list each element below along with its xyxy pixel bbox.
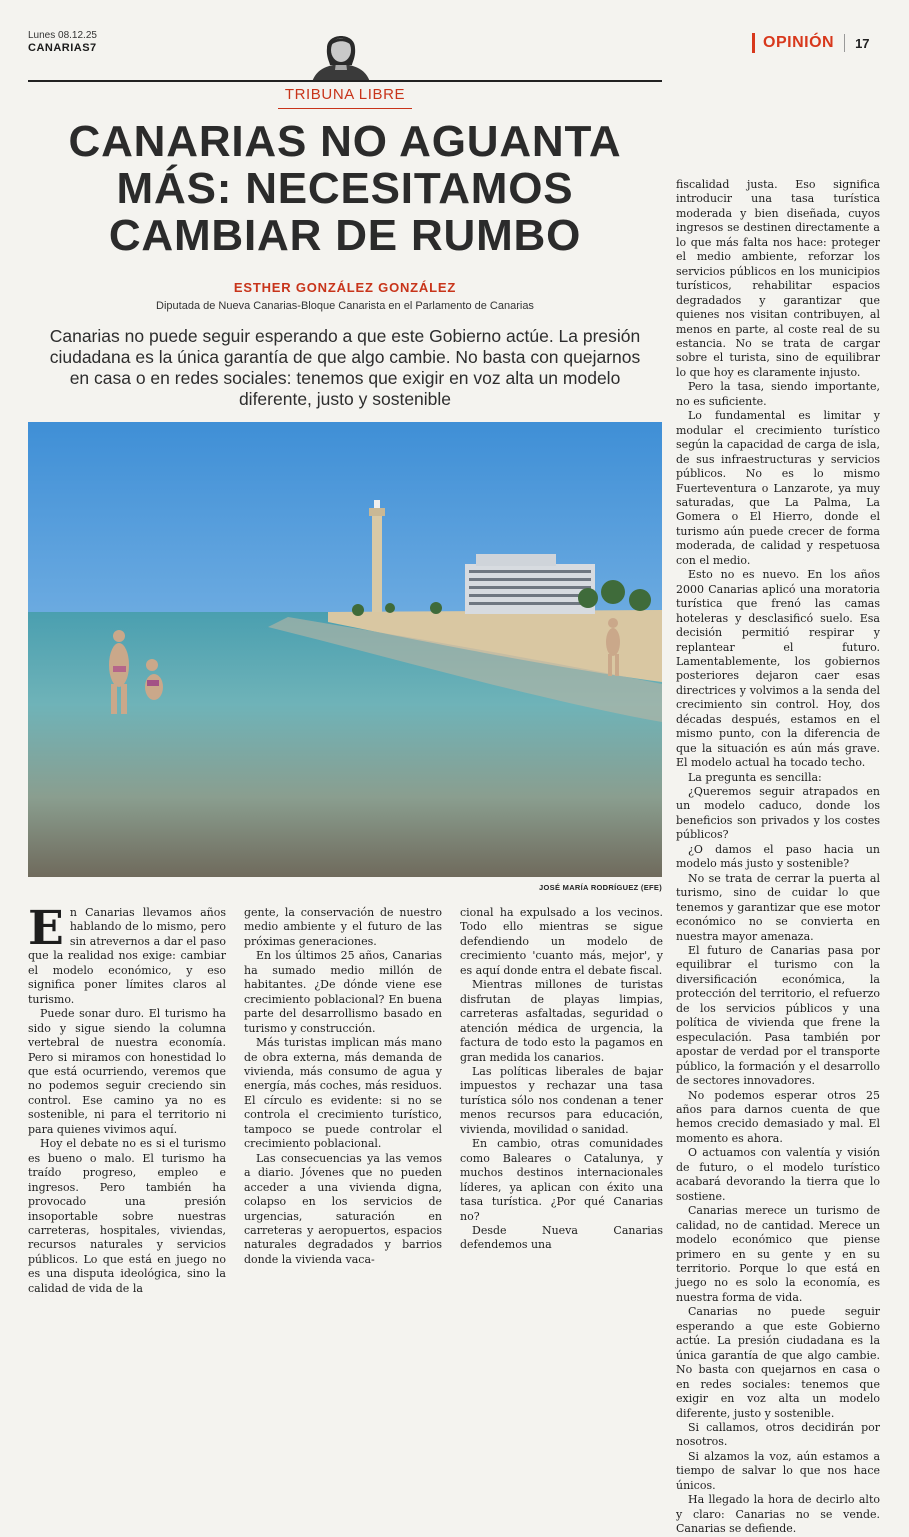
body-paragraph: O actuamos con valentía y visión de futuro, o el modelo turístico acabará devorando la tierra que lo sostiene. bbox=[676, 1146, 880, 1203]
body-paragraph: Canarias no puede seguir esperando a que este Gobierno actúe. La presión ciudadana es la única garantía de que algo cambie. No basta con quejarnos en casa o en redes sociales: tenemos que exigir en voz alta un modelo diferente, justo y sostenible. bbox=[676, 1305, 880, 1420]
body-column-1 bbox=[28, 901, 226, 1296]
body-paragraph: ¿Queremos seguir atrapados en un modelo caduco, donde los beneficios son privados y los costes públicos? bbox=[676, 785, 880, 842]
author-portrait bbox=[306, 26, 376, 82]
body-paragraph: Pero la tasa, siendo importante, no es suficiente. bbox=[676, 380, 880, 408]
kicker-underline bbox=[278, 108, 412, 109]
header-rule bbox=[28, 80, 662, 82]
body-paragraph: Mientras millones de turistas disfrutan de playas limpias, carreteras asfaltadas, seguridad o atención médica de urgencia, la factura de todo esto la pagamos en gran medida los canarios. bbox=[460, 978, 663, 1064]
page-number: 17 bbox=[855, 35, 870, 51]
body-paragraph: fiscalidad justa. Eso significa introducir una tasa turística moderada y bien diseñada, cuyos ingresos se destinen directamente a lo que más falta nos hace: proteger el medio ambiente, reforzar los servicios públicos en los municipios turísticos, rehabilitar espacios degradados y garantizar que quienes nos visitan contribuyen, al menos en parte, al coste real de su estancia. No se trata de cargar sobre el turista, sino de equilibrar lo que hoy es claramente injusto. bbox=[676, 178, 880, 379]
body-paragraph: n Canarias llevamos años hablando de lo mismo, pero sin atrevernos a dar el paso que la realidad nos exige: cambiar el modelo económico, y eso significa poner límites claros al turismo. bbox=[28, 906, 226, 1006]
headline-line: MÁS: NECESITAMOS bbox=[116, 164, 574, 213]
body-paragraph: ¿O damos el paso hacia un modelo más justo y sostenible? bbox=[676, 842, 880, 871]
body-paragraph: La pregunta es sencilla: bbox=[688, 770, 822, 784]
body-paragraph: En cambio, otras comunidades como Baleares o Catalunya, y muchos destinos internacionales líderes, ya aplican con éxito una tasa turística. ¿Por qué Canarias no? bbox=[460, 1137, 663, 1223]
drop-cap: E bbox=[28, 901, 64, 956]
author-role: Diputada de Nueva Canarias-Bloque Canarista en el Parlamento de Canarias bbox=[156, 300, 534, 312]
lead-paragraph: Canarias no puede seguir esperando a que este Gobierno actúe. La presión ciudadana es la única garantía de que algo cambie. No basta con quejarnos en casa o en redes sociales: tenemos que exigir en voz alta un modelo diferente, justo y sostenible bbox=[49, 326, 641, 409]
body-paragraph: Ha llegado la hora de decirlo alto y claro: Canarias no se vende. Canarias se defiende. bbox=[676, 1493, 880, 1536]
newspaper-brand: CANARIAS7 bbox=[28, 42, 97, 54]
body-paragraph: No podemos esperar otros 25 años para darnos cuenta de que hemos crecido demasiado y mal. El momento es ahora. bbox=[676, 1088, 880, 1145]
section-label: OPINIÓN bbox=[763, 34, 835, 51]
issue-date: Lunes 08.12.25 bbox=[28, 30, 97, 41]
body-paragraph: En los últimos 25 años, Canarias ha sumado medio millón de habitantes. ¿De dónde viene ese crecimiento poblacional? En buena parte del desarrollismo basado en turismo y construcción. bbox=[244, 949, 442, 1035]
author-name: ESTHER GONZÁLEZ GONZÁLEZ bbox=[233, 280, 457, 295]
kicker: TRIBUNA LIBRE bbox=[284, 86, 406, 103]
body-paragraph: Las consecuencias ya las vemos a diario. Jóvenes que no pueden acceder a una vivienda digna, colapso en los servicios de urgencias, saturación en carreteras y aeropuertos, espacios naturales degradados y barrios donde la vivienda vaca- bbox=[244, 1151, 442, 1266]
body-column-3 bbox=[460, 906, 663, 1253]
body-paragraph: Puede sonar duro. El turismo ha sido y sigue siendo la columna vertebral de nuestra economía. Pero si miramos con honestidad lo que está ocurriendo, veremos que no podemos seguir creciendo sin control. Ese camino ya no es sostenible, ni para el territorio ni para quienes vivimos aquí. bbox=[28, 1007, 226, 1136]
body-paragraph: Lo fundamental es limitar y modular el crecimiento turístico según la capacidad de carga de isla, de sus infraestructuras y servicios públicos. No es lo mismo Fuerteventura o Lanzarote, ya muy saturadas, que La Palma, La Gomera o El Hierro, donde el turismo aún puede crecer de forma moderada, de calidad y respetuosa con el medio. bbox=[676, 409, 880, 567]
headline bbox=[28, 118, 662, 259]
section-divider bbox=[844, 34, 845, 52]
section-header bbox=[752, 32, 870, 54]
section-accent-bar bbox=[752, 33, 755, 53]
body-paragraph: Más turistas implican más mano de obra externa, más demanda de vivienda, más consumo de agua y energía, más coches, más residuos. El círculo es evidente: si no se controla el crecimiento turístico, tampoco se puede controlar el crecimiento poblacional. bbox=[244, 1036, 442, 1151]
body-paragraph: gente, la conservación de nuestro medio ambiente y el futuro de las próximas generaciones. bbox=[244, 906, 442, 948]
body-paragraph: Si callamos, otros decidirán por nosotros. bbox=[676, 1420, 880, 1449]
body-paragraph: El futuro de Canarias pasa por equilibrar el turismo con la diversificación económica, la protección del territorio, el refuerzo de los servicios públicos y una política de vivienda que frene la especulación. Pasa también por apostar de verdad por el transporte público, la formación y el desarrollo de sectores innovadores. bbox=[676, 944, 880, 1088]
body-paragraph: Canarias merece un turismo de calidad, no de cantidad. Merece un modelo económico que piense primero en su gente y en su territorio. Porque lo que está en juego no es solo la economía, es nuestra forma de vida. bbox=[676, 1204, 880, 1304]
headline-line: CANARIAS NO AGUANTA bbox=[68, 117, 622, 166]
body-paragraph: Las políticas liberales de bajar impuestos y rechazar una tasa turística sólo nos condenan a tener menos recursos para educación, vivienda, movilidad o sanidad. bbox=[460, 1064, 663, 1136]
photo-credit: JOSÉ MARÍA RODRÍGUEZ (EFE) bbox=[539, 883, 662, 892]
body-paragraph: Desde Nueva Canarias defendemos una bbox=[460, 1223, 663, 1252]
body-column-2 bbox=[244, 906, 442, 1267]
body-paragraph: Esto no es nuevo. En los años 2000 Canarias aplicó una moratoria turística que frenó las camas hoteleras y desclasificó suelo. Esa decisión permitió respirar y replantear el futuro. Lamentablemente, los gobiernos posteriores dejaron caer esas directrices y volvimos a la senda del crecimiento sin control. Hoy, dos décadas después, estamos en el mismo punto, con la diferencia de que la situación es aún más grave. El modelo actual ha tocado techo. bbox=[676, 568, 880, 770]
body-paragraph: Hoy el debate no es si el turismo es bueno o malo. El turismo ha traído progreso, empleo e ingresos. Pero también ha provocado una presión insoportable sobre nuestras carreteras, hospitales, viviendas, recursos naturales y servicios públicos. Lo que está en juego no es una disputa ideológica, sino la calidad de vida de la bbox=[28, 1137, 226, 1295]
beach-photo bbox=[28, 422, 662, 877]
body-paragraph: No se trata de cerrar la puerta al turismo, sino de cuidar lo que tenemos y garantizar que ese motor económico no se convierta en nuestra mayor amenaza. bbox=[676, 871, 880, 943]
headline-line: CAMBIAR DE RUMBO bbox=[108, 211, 582, 260]
body-paragraph: cional ha expulsado a los vecinos. Todo ello mientras se sigue defendiendo un modelo de crecimiento 'cuanto más, mejor', y es aquí donde entra el debate fiscal. bbox=[460, 906, 663, 977]
body-paragraph: Si alzamos la voz, aún estamos a tiempo de salvar lo que nos hace únicos. bbox=[676, 1449, 880, 1492]
body-column-4 bbox=[676, 178, 880, 1537]
